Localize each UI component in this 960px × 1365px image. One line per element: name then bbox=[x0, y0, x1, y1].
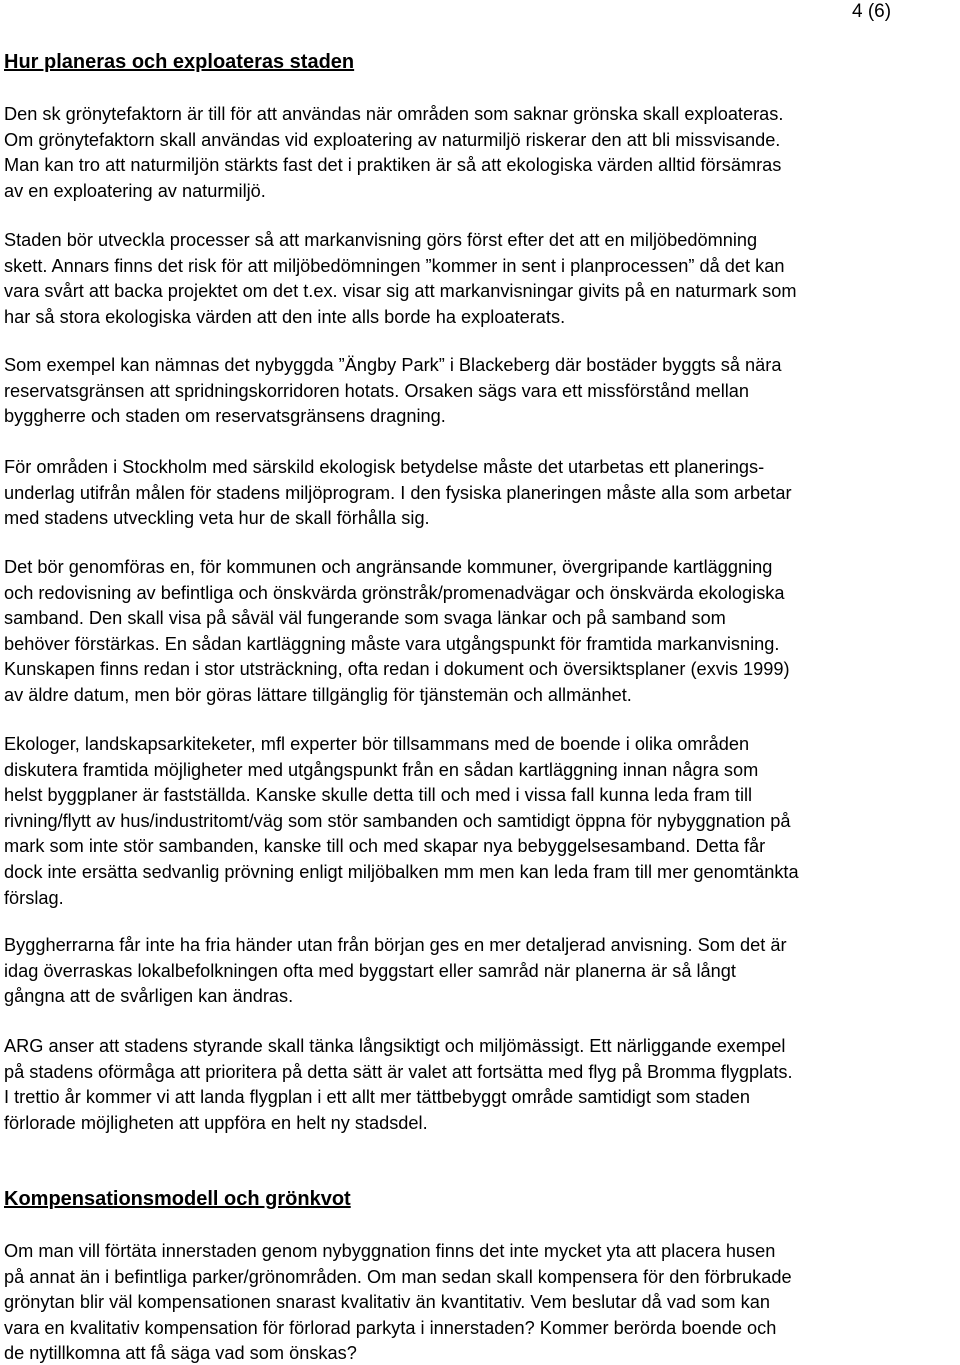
text-line: gångna att de svårligen kan ändras. bbox=[4, 986, 294, 1007]
text-line: För områden i Stockholm med särskild ekologisk betydelse måste det utarbetas ett planerings- bbox=[4, 457, 765, 477]
text-line: diskutera framtida möjligheter med utgångspunkt från en sådan kartläggning innan några som bbox=[4, 759, 759, 780]
text-line: av äldre datum, men bör göras lättare tillgänglig för tjänstemän och allmänhet. bbox=[4, 685, 632, 705]
text-line: förslag. bbox=[4, 887, 64, 908]
section-heading: Kompensationsmodell och grönkvot bbox=[4, 1188, 351, 1210]
text-line: med stadens utveckling veta hur de skall förhålla sig. bbox=[4, 508, 430, 529]
text-line: helst byggplaner är fastställda. Kanske skulle detta till och med i vissa fall kunna leda fram till bbox=[4, 785, 753, 806]
text-line: på stadens oförmåga att prioritera på detta sätt är valet att fortsätta med flyg på Bromma flygplats. bbox=[4, 1061, 793, 1082]
text-line: vara svårt att backa projektet om det t.ex. visar sig att markanvisningar givits på en naturmark som bbox=[4, 281, 797, 302]
text-line: de nytillkomna att få säga vad som önskas? bbox=[4, 1343, 357, 1364]
text-line: Byggherrarna får inte ha fria händer utan från början ges en mer detaljerad anvisning. Som det är bbox=[4, 935, 787, 955]
text-line: reservatsgränsen att spridningskorridoren hotats. Orsaken sägs vara ett missförstånd mellan bbox=[4, 380, 750, 401]
text-line: rivning/flytt av hus/industritomt/väg som stör sambanden och samtidigt öppna för nybyggnation på bbox=[4, 810, 791, 831]
text-line: av en exploatering av naturmiljö. bbox=[4, 180, 266, 201]
text-line: Om man vill förtäta innerstaden genom nybyggnation finns det inte mycket yta att placera husen bbox=[4, 1241, 776, 1261]
page-number: 4 (6) bbox=[852, 1, 892, 22]
text-line: Den sk grönytefaktorn är till för att användas när områden som saknar grönska skall exploateras. bbox=[4, 104, 784, 124]
text-line: Som exempel kan nämnas det nybyggda ”Ängby Park” i Blackeberg där bostäder byggts så nära bbox=[4, 355, 782, 375]
text-line: dock inte ersätta sedvanlig prövning enligt miljöbalken mm men kan leda fram till mer genomtänkta bbox=[4, 862, 799, 882]
text-line: och redovisning av befintliga och önskvärda grönstråk/promenadvägar och önskvärda ekologiska bbox=[4, 582, 785, 603]
text-line: på annat än i befintliga parker/grönområden. Om man sedan skall kompensera för den förbrukade bbox=[4, 1266, 792, 1287]
text-line: Om grönytefaktorn skall användas vid exploatering av naturmiljö riskerar den att bli missvisande. bbox=[4, 129, 781, 150]
text-line: Ekologer, landskapsarkiteketer, mfl experter bör tillsammans med de boende i olika områden bbox=[4, 734, 750, 754]
text-line: underlag utifrån målen för stadens miljöprogram. I den fysiska planeringen måste alla som arbetar bbox=[4, 482, 792, 503]
section-heading: Hur planeras och exploateras staden bbox=[4, 51, 355, 73]
text-line: mark som inte stör sambanden, kanske till och med skapar nya bebyggelsesamband. Detta får bbox=[4, 836, 766, 857]
text-line: Staden bör utveckla processer så att markanvisning görs först efter det att en miljöbedömning bbox=[4, 230, 758, 250]
text-line: förlorade möjligheten att uppföra en helt ny stadsdel. bbox=[4, 1112, 428, 1133]
text-line: skett. Annars finns det risk för att miljöbedömningen ”kommer in sent i planprocessen” då det kan bbox=[4, 255, 785, 276]
text-line: vara en kvalitativ kompensation för förlorad parkyta i innerstaden? Kommer berörda boende och bbox=[4, 1317, 777, 1338]
text-line: behöver förstärkas. En sådan kartläggning måste vara utgångspunkt för framtida markanvisning. bbox=[4, 633, 780, 654]
text-line: Man kan tro att naturmiljön stärkts fast det i praktiken är så att ekologiska värden alltid försämras bbox=[4, 155, 782, 176]
text-line: grönytan blir väl kompensationen snarast kvalitativ än kvantitativ. Vem beslutar då vad som kan bbox=[4, 1292, 770, 1313]
text-line: samband. Den skall visa på såväl väl fungerande som svaga länkar och på samband som bbox=[4, 608, 726, 629]
text-line: Kunskapen finns redan i stor utsträckning, ofta redan i dokument och översiktsplaner (exvis 1999) bbox=[4, 659, 790, 680]
text-line: Det bör genomföras en, för kommunen och angränsande kommuner, övergripande kartläggning bbox=[4, 557, 773, 577]
text-line: har så stora ekologiska värden att den inte alls borde ha exploaterats. bbox=[4, 306, 566, 327]
text-line: byggherre och staden om reservatsgränsens dragning. bbox=[4, 406, 446, 427]
text-line: ARG anser att stadens styrande skall tänka långsiktigt och miljömässigt. Ett närliggande exempel bbox=[4, 1036, 786, 1056]
text-line: idag överraskas lokalbefolkningen ofta med byggstart eller samråd när planerna är så långt bbox=[4, 960, 736, 981]
text-line: I trettio år kommer vi att landa flygplan i ett allt mer tättbebyggt område samtidigt som staden bbox=[4, 1087, 751, 1108]
